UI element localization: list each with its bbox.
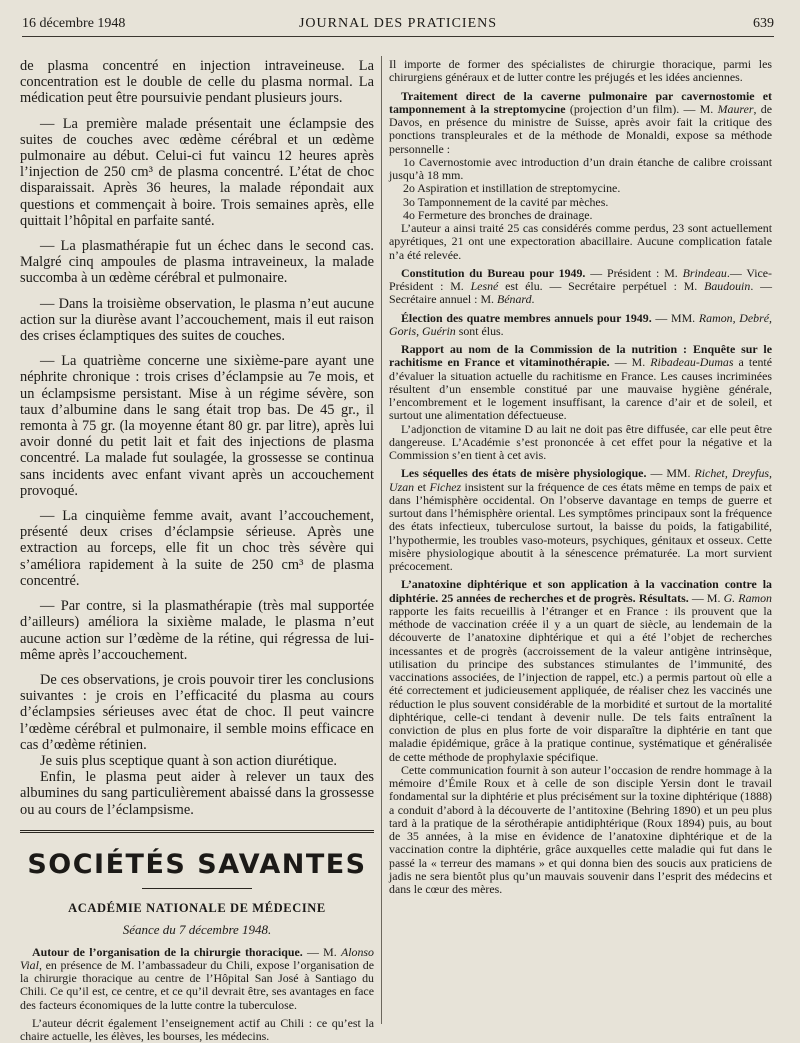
page-number: 639 <box>753 16 774 31</box>
right-column <box>389 58 772 1023</box>
paragraph: — Dans la troisième observation, le plasma n’eut aucune action sur la diurèse avant l’accouchement, mais il eut raison des crises éclamptiques des suites de couches. <box>20 295 374 345</box>
paragraph: Constitution du Bureau pour 1949. — Président : M. Brindeau.— Vice-Président : M. Lesné est élu. — Secrétaire perpétuel : M. Baudouin. — Secrétaire annuel : M. Bénard. <box>389 265 773 307</box>
item-title: Les séquelles des états de misère physiologique. <box>401 466 647 481</box>
item-title: Élection des quatre membres annuels pour 1949. <box>401 310 652 325</box>
item-title: Traitement direct de la caverne pulmonaire par cavernostomie et tamponnement à la streptomycine <box>389 88 772 116</box>
left-column <box>20 58 374 1043</box>
session-date: Séance du 7 décembre 1948. <box>122 921 272 937</box>
paragraph: L’anatoxine diphtérique et son application à la vaccination contre la diphtérie. 25 années de recherches et de progrès. Résultats. — M. G. Ramon rapporte les faits recueillis à l’étranger et en France : ils prouvent que la méthode de vaccination créée il y a un quart de siècle, au lendemain de la découverte de l’anatoxine diphtérique et qui a été l’objet de recherches incessantes et de progrès (accroissement de la valeur antigène intrinsèque, utilisation du principe des substances stimulantes de l’immunité, des vaccinations associées, de l’injection de rappel, etc.) a permis partout où elle a été correctement et judicieusement appliquée, de réaliser chez les vaccinés une réduction le plus souvent considérable de la morbidité et surtout de la mortalité diphtérique, celle-ci tendant à devenir nulle. De tels faits entraînent la conviction de plus en plus forte de voir disparaître la diphtérie en tant que maladie épidémique, grâce à la pratique continue, systématique et généralisée de cette méthode de prophylaxie spécifique. <box>389 577 772 764</box>
section-banner: SOCIÉTÉS SAVANTES <box>27 848 367 880</box>
paragraph: L’auteur a ainsi traité 25 cas considérés comme perdus, 23 sont actuellement apyrétiques, 21 ont une expectoration abacillaire. Aucune complication fatale n’a été relevée. <box>389 221 772 262</box>
paragraph: Les séquelles des états de misère physiologique. — MM. Richet, Dreyfus, Uzan et Fichez insistent sur la fréquence de ces états même en temps de paix et dans l’hémisphère occidental. On l’observe davantage en temps de guerre et surtout dans l’hémisphère oriental. Les symptômes principaux sont la fréquence des états infectieux, tuberculose surtout, la baisse du poids, la fatigabilité, l’hypothermie, les troubles vaso-moteurs, psychiques, génitaux et osseux. Cette misère physiologique aboutit à la sénescence prématurée. La mort survient précocement. <box>389 466 772 573</box>
item-title: Rapport au nom de la Commission de la nutrition : Enquête sur le rachitisme en France et vitaminothérapie. <box>389 342 772 370</box>
paragraph: Traitement direct de la caverne pulmonaire par cavernostomie et tamponnement à la streptomycine (projection d’un film). — M. Maurer, de Davos, en présence du ministre de Suisse, après avoir fait la critique des ponctions transpleurales et de la méthode de Monaldi, expose sa méthode personnelle : <box>389 88 772 156</box>
paragraph: de plasma concentré en injection intraveineuse. La concentration est le double de celle du plasma normal. La médication peut être poursuivie pendant plusieurs jours. <box>20 58 374 107</box>
list-item: 2o Aspiration et instillation de streptomycine. <box>403 181 621 196</box>
paragraph: — Par contre, si la plasmathérapie (très mal supportée d’ailleurs) améliora la sixième malade, le plasma n’eut aucune action sur l’œdème de la rétine, qui régressa de lui-même après l’accouchement. <box>20 598 374 663</box>
author-name: Alonso Vial <box>20 944 374 972</box>
list-item: 3o Tamponnement de la cavité par mèches. <box>403 194 609 209</box>
list-item: 1o Cavernostomie avec introduction d’un drain étanche de calibre croissant jusqu’à 18 mm. <box>389 154 772 182</box>
paragraph: Je suis plus sceptique quant à son action diurétique. <box>40 752 337 769</box>
paragraph: Cette communication fournit à son auteur l’occasion de rendre hommage à la mémoire d’Émile Roux et à celle de son disciple Yersin dont le travail fondamental sur la diphtérie et plus précisément sur la toxine diphtérique (1888) a conduit d’abord à la découverte de l’antitoxine (Behring 1890) et un peu plus tard à la pratique de la sérothérapie antidiphtérique (Roux 1894) puis, au bout de 35 années, à la mise en évidence de l’anatoxine diphtérique et de la vaccination contre la diphtérie, grâce auxquelles cette maladie qui fut dans le passé la « terreur des mamans » et qui donna bien des soucis aux praticiens de jadis ne sera bientôt plus qu’un mauvais souvenir dans l’esprit des médecins et dans le cœur des mères. <box>389 762 772 896</box>
author-name: G. Ramon <box>723 590 772 605</box>
paragraph: L’auteur décrit également l’enseignement actif au Chili : ce qu’est la chaire actuelle, les élèves, les bourses, les médecins. <box>20 1015 374 1043</box>
list-item: 4o Fermeture des bronches de drainage. <box>403 207 593 222</box>
paragraph: — La cinquième femme avait, avant l’accouchement, présenté deux crises d’éclampsie sérieuse. Après une extraction au forceps, elle fit un choc très sévère qui s’améliora rapidement à la suite de 250 cm³ de plasma concentré. <box>20 508 374 589</box>
author-name: Ribadeau-Dumas <box>650 355 734 370</box>
header-date: 16 décembre 1948 <box>22 16 126 31</box>
column-divider <box>381 56 382 1024</box>
banner-underline <box>142 888 252 889</box>
item-title: L’anatoxine diphtérique et son application à la vaccination contre la diphtérie. 25 années de recherches et de progrès. Résultats. <box>389 577 772 605</box>
item-title: Constitution du Bureau pour 1949. <box>401 265 586 280</box>
paragraph: De ces observations, je crois pouvoir tirer les conclusions suivantes : je crois en l’efficacité du plasma au cours d’éclampsies sérieuses avec état de choc. Il peut vaincre l’œdème cérébral et pulmonaire, il semble moins efficace en cas d’œdème rétinien. <box>20 671 374 753</box>
paragraph: Rapport au nom de la Commission de la nutrition : Enquête sur le rachitisme en France et vitaminothérapie. — M. Ribadeau-Dumas a tenté d’évaluer la situation actuelle du rachitisme en France. Les causes incriminées résultent d’un ensemble constitué par une mauvaise hygiène générale, l’encombrement et le logement insuffisant, la carence d’air et de soleil, et surtout une alimentation défectueuse. <box>389 342 772 423</box>
paragraph: — La première malade présentait une éclampsie des suites de couches avec œdème cérébral et un œdème pulmonaire au début. Celui-ci fut vaincu 12 heures après l’injection de 250 cm³ de plasma concentré. L’état de choc disparaissait. Après 36 heures, la malade répondait aux questions et commençait à boire. Trois semaines après, elle quittait l’hôpital en parfaite santé. <box>20 115 374 229</box>
page-header <box>22 14 774 37</box>
paragraph: Enfin, le plasma peut aider à relever un taux des albumines du sang particulièrement abaissé dans la grossesse ou au cours de l’éclampsisme. <box>20 769 374 818</box>
paragraph: Autour de l’organisation de la chirurgie thoracique. — M. Alonso Vial, en présence de M. l’ambassadeur du Chili, expose l’organisation de la chirurgie thoracique au centre de l’Hôpital San José à Santiago du Chili. Ce qu’il est, ce centre, et ce qu’il devrait être, ses avantages en face des facteurs économiques de la lutte contre la tuberculose. <box>20 944 374 1012</box>
paragraph: Élection des quatre membres annuels pour 1949. — MM. Ramon, Debré, Goris, Guérin sont élus. <box>389 310 772 338</box>
author-name: Maurer <box>717 101 754 116</box>
paragraph: — La plasmathérapie fut un échec dans le second cas. Malgré cinq ampoules de plasma intraveineux, la malade succomba à un œdème cérébral et pulmonaire. <box>20 238 374 287</box>
journal-title: JOURNAL DES PRATICIENS <box>298 16 498 31</box>
paragraph: L’adjonction de vitamine D au lait ne doit pas être diffusée, car elle peut être dangereuse. L’Académie s’est prononcée à cet effet pour la négative et la Commission s’en tient à cet avis. <box>389 421 772 462</box>
paragraph: — La quatrième concerne une sixième-pare ayant une néphrite chronique : trois crises d’éclampsie au 7e mois, et un éclampsisme persistant. Mise à un régime sévère, son taux d’albumine dans le sang était trop bas. De 45 gr., il remonta à 75 gr. (la moyenne étant 80 gr. par litre), après lui avoir donné du petit lait et fait des injections de plasma concentré. La malade fut soulagée, la grossesse se continua sans incidents avec enfant vivant après un accouchement provoqué. <box>20 353 374 499</box>
section-rule <box>20 830 374 833</box>
paragraph: Il importe de former des spécialistes de chirurgie thoracique, parmi les chirurgiens généraux et de lutter contre les préjugés et les idées anciennes. <box>389 57 772 85</box>
academy-heading: ACADÉMIE NATIONALE DE MÉDECINE <box>68 900 326 915</box>
item-title: Autour de l’organisation de la chirurgie thoracique. <box>32 944 303 959</box>
